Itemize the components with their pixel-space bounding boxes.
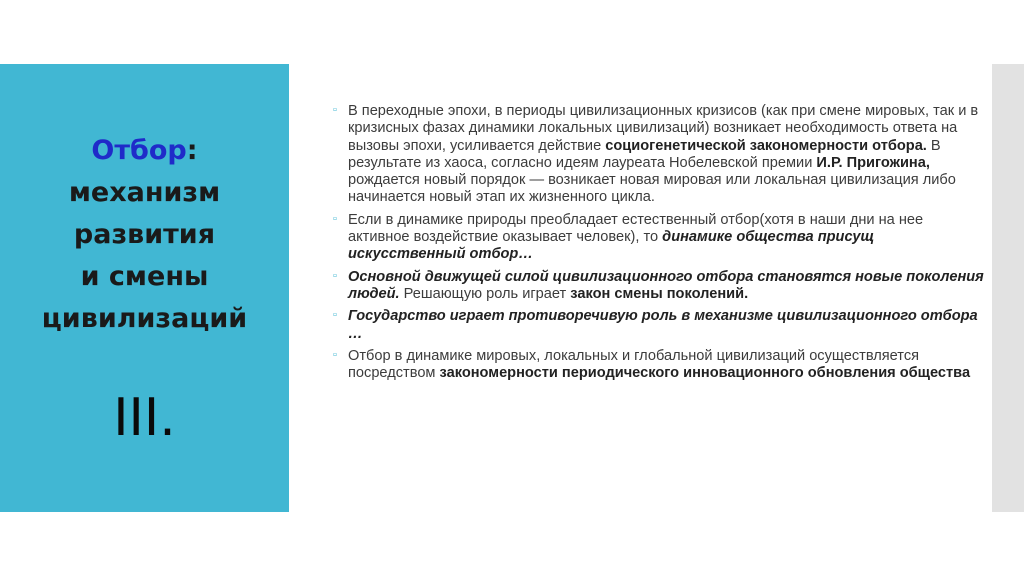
bullet-text: рождается новый порядок — возникает новая мировая или локальная цивилизация либо начинается новый этап их жизненного цикла. (348, 172, 956, 206)
bullet-bold-italic-text: Основной движущей силой цивилизационного отбора становятся новые поколения людей. (348, 268, 984, 302)
bullet-bold-text: И.Р. Пригожина, (816, 154, 930, 171)
bullet-marker-icon: ▫ (333, 269, 337, 282)
bullet-item-5 (333, 348, 985, 383)
bullet-text: Если в динамике природы преобладает естественный отбор(хотя в наши дни на нее активное воздействие оказывает человек), то (348, 211, 924, 246)
bullet-text: В результате из хаоса, согласно идеям лауреата Нобелевской премии (348, 137, 941, 171)
bullet-list (333, 103, 985, 387)
bullet-marker-icon: ▫ (333, 309, 337, 322)
section-number: III. (113, 388, 176, 448)
bullet-text: Решающую роль играет (399, 285, 571, 302)
bullet-item-4 (333, 308, 985, 343)
bullet-bold-text: закономерности периодического инновационного обновления общества (439, 365, 971, 382)
slide-title (0, 130, 289, 340)
bullet-marker-icon: ▫ (333, 104, 337, 116)
title-line-2: механизм (68, 177, 221, 208)
bullet-item-1 (333, 103, 985, 207)
bullet-text: Отбор в динамике мировых, локальных и глобальной цивилизаций осуществляется посредством (348, 347, 920, 382)
scrollbar[interactable] (992, 64, 1024, 512)
title-line-5: цивилизаций (41, 303, 248, 334)
bullet-marker-icon: ▫ (333, 212, 337, 225)
title-accent: Отбор (91, 135, 187, 166)
bullet-bold-text: социогенетической закономерности отбора. (605, 137, 927, 154)
bullet-marker-icon: ▫ (333, 348, 337, 361)
bullet-bold-italic-text: динамике общества присущ искусственный отбор… (348, 229, 875, 263)
bullet-item-3 (333, 269, 985, 304)
title-line-1 (0, 130, 289, 172)
bullet-bold-italic-text: Государство играет противоречивую роль в механизме цивилизационного отбора … (348, 308, 978, 342)
title-line-3: развития (73, 219, 216, 250)
bullet-text: В переходные эпохи, в периоды цивилизационных кризисов (как при смене мировых, так и в кризисных фазах динамики локальных цивилизаций) возникает необходимость ответа на вызовы эпохи, усиливается действие (348, 103, 979, 154)
bullet-bold-text: закон смены поколений. (570, 285, 749, 302)
bullet-item-2 (333, 212, 985, 264)
title-colon: : (186, 135, 198, 166)
title-line-4: и смены (80, 261, 209, 292)
